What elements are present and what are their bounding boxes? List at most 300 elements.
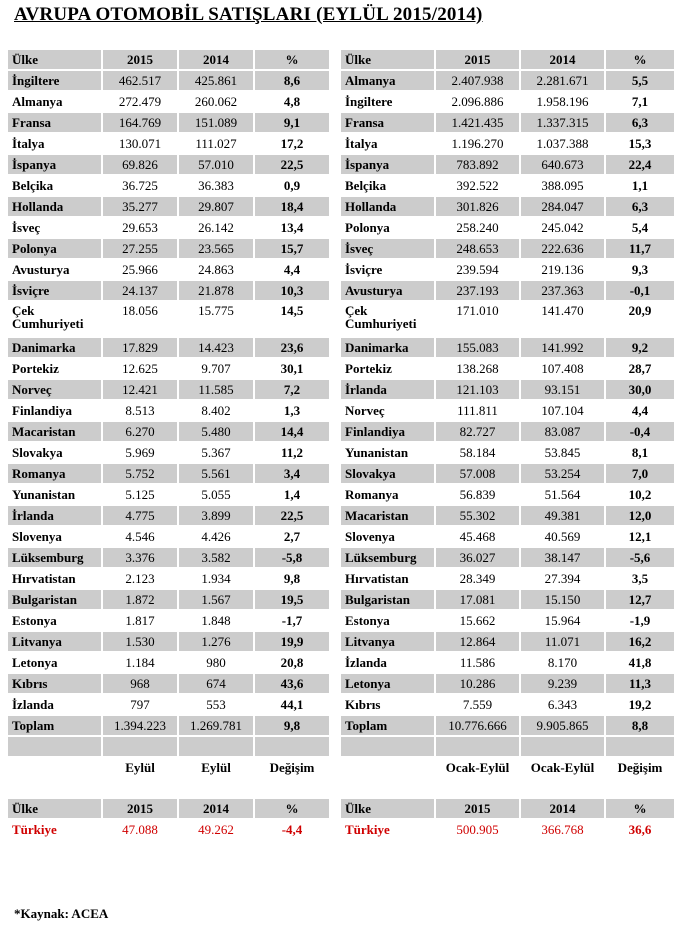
percent-change: 23,6	[254, 337, 330, 358]
header-percent: %	[254, 798, 330, 819]
empty-cell	[7, 757, 102, 798]
column-gap	[330, 547, 340, 568]
column-gap	[330, 196, 340, 217]
sales-table	[6, 48, 676, 841]
sales-2014: 111.027	[178, 133, 254, 154]
sales-2015: 155.083	[435, 337, 520, 358]
sales-2015: 17.829	[102, 337, 178, 358]
sales-2014: 9.905.865	[520, 715, 605, 736]
country-name: Portekiz	[7, 358, 102, 379]
sales-2015: 7.559	[435, 694, 520, 715]
empty-cell	[340, 757, 435, 798]
country-name: İrlanda	[340, 379, 435, 400]
sales-2014: 553	[178, 694, 254, 715]
table-row	[7, 196, 675, 217]
percent-change: -4,4	[254, 819, 330, 840]
country-name: Romanya	[7, 463, 102, 484]
percent-change: 11,3	[605, 673, 675, 694]
sales-2014: 83.087	[520, 421, 605, 442]
sales-2014: 2.281.671	[520, 70, 605, 91]
sales-2014: 107.408	[520, 358, 605, 379]
sales-2015: 392.522	[435, 175, 520, 196]
column-gap	[330, 91, 340, 112]
column-gap	[330, 421, 340, 442]
sales-2014: 674	[178, 673, 254, 694]
country-name: İsviçre	[7, 280, 102, 301]
turkey-header-row	[7, 798, 675, 819]
table-header-row	[7, 49, 675, 70]
sales-2014: 51.564	[520, 484, 605, 505]
percent-change: 8,8	[605, 715, 675, 736]
column-gap	[330, 631, 340, 652]
sales-2014: 8.402	[178, 400, 254, 421]
country-name: İsveç	[7, 217, 102, 238]
country-name: Çek Cumhuriyeti	[340, 301, 435, 337]
sales-2014: 141.992	[520, 337, 605, 358]
sales-2014: 107.104	[520, 400, 605, 421]
sales-2015: 138.268	[435, 358, 520, 379]
country-name: Toplam	[340, 715, 435, 736]
table-row	[7, 547, 675, 568]
sales-2014: 6.343	[520, 694, 605, 715]
sales-2015: 164.769	[102, 112, 178, 133]
percent-change: 17,2	[254, 133, 330, 154]
sales-2015: 1.184	[102, 652, 178, 673]
sales-2015: 27.255	[102, 238, 178, 259]
country-name: Lüksemburg	[7, 547, 102, 568]
column-gap	[330, 358, 340, 379]
country-name: Belçika	[7, 175, 102, 196]
table-row	[7, 484, 675, 505]
percent-change: 7,1	[605, 91, 675, 112]
percent-change: 7,2	[254, 379, 330, 400]
country-name: Almanya	[340, 70, 435, 91]
sales-2014: 3.582	[178, 547, 254, 568]
sales-2015: 1.872	[102, 589, 178, 610]
sales-2015: 18.056	[102, 301, 178, 337]
country-name: Belçika	[340, 175, 435, 196]
country-name: Slovakya	[7, 442, 102, 463]
country-name: Romanya	[340, 484, 435, 505]
percent-change: 16,2	[605, 631, 675, 652]
sales-2014: 38.147	[520, 547, 605, 568]
country-name: Fransa	[7, 112, 102, 133]
percent-change: 8,6	[254, 70, 330, 91]
country-name: Danimarka	[7, 337, 102, 358]
sales-2015: 2.407.938	[435, 70, 520, 91]
table-row	[7, 652, 675, 673]
percent-change: 8,1	[605, 442, 675, 463]
country-name: Slovenya	[7, 526, 102, 547]
turkey-row	[7, 819, 675, 840]
header-2015: 2015	[435, 798, 520, 819]
country-name: Hırvatistan	[7, 568, 102, 589]
country-name: İzlanda	[7, 694, 102, 715]
country-name: Norveç	[340, 400, 435, 421]
percent-change: 15,7	[254, 238, 330, 259]
percent-change: 1,3	[254, 400, 330, 421]
sales-2014: 53.254	[520, 463, 605, 484]
source-note: *Kaynak: ACEA	[14, 906, 109, 921]
country-name: Avusturya	[7, 259, 102, 280]
percent-change: 13,4	[254, 217, 330, 238]
sales-2014: 4.426	[178, 526, 254, 547]
sales-2015: 5.752	[102, 463, 178, 484]
percent-change: 7,0	[605, 463, 675, 484]
percent-change: 1,1	[605, 175, 675, 196]
country-name: Türkiye	[340, 819, 435, 840]
country-name: Litvanya	[340, 631, 435, 652]
percent-change: 9,1	[254, 112, 330, 133]
sales-2014: 11.585	[178, 379, 254, 400]
percent-change: 12,0	[605, 505, 675, 526]
column-gap	[330, 301, 340, 337]
sales-2015: 462.517	[102, 70, 178, 91]
country-name: İzlanda	[340, 652, 435, 673]
empty-cell	[520, 736, 605, 757]
country-name: İtalya	[340, 133, 435, 154]
table-row	[7, 610, 675, 631]
sales-2014: 1.848	[178, 610, 254, 631]
country-name: Slovakya	[340, 463, 435, 484]
percent-change: 9,2	[605, 337, 675, 358]
percent-change: -0,4	[605, 421, 675, 442]
table-row	[7, 91, 675, 112]
column-gap	[330, 526, 340, 547]
country-name: İtalya	[7, 133, 102, 154]
percent-change: 30,1	[254, 358, 330, 379]
sales-2015: 24.137	[102, 280, 178, 301]
sales-2015: 69.826	[102, 154, 178, 175]
sales-2014: 1.337.315	[520, 112, 605, 133]
column-gap	[330, 694, 340, 715]
sales-2014: 3.899	[178, 505, 254, 526]
country-name: Estonya	[7, 610, 102, 631]
sales-2015: 36.027	[435, 547, 520, 568]
sales-2015: 57.008	[435, 463, 520, 484]
percent-change: 10,3	[254, 280, 330, 301]
period-2014: Ocak-Eylül	[520, 757, 605, 798]
column-gap	[330, 484, 340, 505]
sales-2014: 24.863	[178, 259, 254, 280]
percent-change: 41,8	[605, 652, 675, 673]
column-gap	[330, 337, 340, 358]
sales-2015: 82.727	[435, 421, 520, 442]
sales-2014: 93.151	[520, 379, 605, 400]
country-name: Portekiz	[340, 358, 435, 379]
sales-2014: 21.878	[178, 280, 254, 301]
table-row	[7, 379, 675, 400]
column-gap	[330, 379, 340, 400]
percent-change: 14,4	[254, 421, 330, 442]
table-row	[7, 112, 675, 133]
country-name: Kıbrıs	[7, 673, 102, 694]
percent-change: 30,0	[605, 379, 675, 400]
column-gap	[330, 715, 340, 736]
column-gap	[330, 589, 340, 610]
header-2015: 2015	[102, 798, 178, 819]
sales-2015: 1.421.435	[435, 112, 520, 133]
percent-change: 19,9	[254, 631, 330, 652]
empty-cell	[102, 736, 178, 757]
percent-change: 11,7	[605, 238, 675, 259]
sales-2014: 9.239	[520, 673, 605, 694]
sales-2014: 26.142	[178, 217, 254, 238]
sales-2014: 245.042	[520, 217, 605, 238]
table-row	[7, 505, 675, 526]
period-2014: Eylül	[178, 757, 254, 798]
sales-2015: 301.826	[435, 196, 520, 217]
table-row	[7, 70, 675, 91]
table-row	[7, 337, 675, 358]
sales-2014: 15.964	[520, 610, 605, 631]
percent-change: 4,4	[605, 400, 675, 421]
country-name: Estonya	[340, 610, 435, 631]
table-row	[7, 358, 675, 379]
country-name: Türkiye	[7, 819, 102, 840]
sales-2014: 1.958.196	[520, 91, 605, 112]
sales-2014: 49.262	[178, 819, 254, 840]
header-country: Ülke	[340, 798, 435, 819]
sales-2014: 49.381	[520, 505, 605, 526]
percent-change: 5,4	[605, 217, 675, 238]
sales-2014: 640.673	[520, 154, 605, 175]
percent-change: 22,5	[254, 154, 330, 175]
period-2015: Ocak-Eylül	[435, 757, 520, 798]
sales-2015: 12.625	[102, 358, 178, 379]
country-name: Bulgaristan	[340, 589, 435, 610]
header-percent: %	[605, 49, 675, 70]
header-percent: %	[605, 798, 675, 819]
sales-2015: 1.530	[102, 631, 178, 652]
column-gap	[330, 673, 340, 694]
percent-change: -1,7	[254, 610, 330, 631]
percent-change: 6,3	[605, 112, 675, 133]
sales-2015: 237.193	[435, 280, 520, 301]
table-row	[7, 280, 675, 301]
sales-2015: 5.969	[102, 442, 178, 463]
sales-2014: 284.047	[520, 196, 605, 217]
column-gap	[330, 736, 340, 757]
percent-change: -5,6	[605, 547, 675, 568]
header-2014: 2014	[520, 49, 605, 70]
sales-2015: 25.966	[102, 259, 178, 280]
percent-change: -0,1	[605, 280, 675, 301]
sales-2014: 15.150	[520, 589, 605, 610]
sales-2015: 968	[102, 673, 178, 694]
sales-2015: 10.776.666	[435, 715, 520, 736]
country-name: Yunanistan	[340, 442, 435, 463]
column-gap	[330, 154, 340, 175]
column-gap	[330, 400, 340, 421]
country-name: İngiltere	[7, 70, 102, 91]
sales-2015: 47.088	[102, 819, 178, 840]
header-2014: 2014	[178, 798, 254, 819]
sales-2015: 10.286	[435, 673, 520, 694]
column-gap	[330, 70, 340, 91]
percent-change: 9,8	[254, 568, 330, 589]
sales-2014: 1.567	[178, 589, 254, 610]
country-name: İsveç	[340, 238, 435, 259]
sales-2015: 797	[102, 694, 178, 715]
sales-2015: 4.775	[102, 505, 178, 526]
empty-cell	[254, 736, 330, 757]
sales-2014: 260.062	[178, 91, 254, 112]
column-gap	[330, 819, 340, 840]
table-row	[7, 301, 675, 337]
country-name: Toplam	[7, 715, 102, 736]
table-row	[7, 526, 675, 547]
header-percent: %	[254, 49, 330, 70]
sales-2015: 272.479	[102, 91, 178, 112]
country-name: Bulgaristan	[7, 589, 102, 610]
sales-2015: 17.081	[435, 589, 520, 610]
column-gap	[330, 175, 340, 196]
country-name: Finlandiya	[7, 400, 102, 421]
country-name: Letonya	[7, 652, 102, 673]
sales-2015: 2.123	[102, 568, 178, 589]
percent-change: 12,7	[605, 589, 675, 610]
sales-2015: 12.421	[102, 379, 178, 400]
sales-2014: 366.768	[520, 819, 605, 840]
percent-change: 44,1	[254, 694, 330, 715]
country-name: Fransa	[340, 112, 435, 133]
table-row	[7, 463, 675, 484]
sales-2015: 28.349	[435, 568, 520, 589]
percent-change: 9,3	[605, 259, 675, 280]
table-row	[7, 631, 675, 652]
sales-2015: 4.546	[102, 526, 178, 547]
column-gap	[330, 652, 340, 673]
sales-2015: 36.725	[102, 175, 178, 196]
country-name: Hollanda	[7, 196, 102, 217]
percent-change: 12,1	[605, 526, 675, 547]
sales-2014: 388.095	[520, 175, 605, 196]
sales-2015: 55.302	[435, 505, 520, 526]
percent-change: 3,4	[254, 463, 330, 484]
country-name: Finlandiya	[340, 421, 435, 442]
country-name: Letonya	[340, 673, 435, 694]
percent-change: 4,4	[254, 259, 330, 280]
country-name: Slovenya	[340, 526, 435, 547]
country-name: Polonya	[340, 217, 435, 238]
empty-cell	[178, 736, 254, 757]
sales-2015: 171.010	[435, 301, 520, 337]
percent-change: 1,4	[254, 484, 330, 505]
column-gap	[330, 217, 340, 238]
sales-2014: 53.845	[520, 442, 605, 463]
percent-change: -5,8	[254, 547, 330, 568]
country-name: İspanya	[340, 154, 435, 175]
sales-2014: 8.170	[520, 652, 605, 673]
sales-2015: 248.653	[435, 238, 520, 259]
column-gap	[330, 442, 340, 463]
percent-change: 36,6	[605, 819, 675, 840]
percent-change: 20,8	[254, 652, 330, 673]
percent-change: 9,8	[254, 715, 330, 736]
empty-cell	[435, 736, 520, 757]
country-name: Litvanya	[7, 631, 102, 652]
percent-change: 14,5	[254, 301, 330, 337]
sales-2014: 11.071	[520, 631, 605, 652]
table-row	[7, 589, 675, 610]
column-gap	[330, 280, 340, 301]
change-label: Değişim	[254, 757, 330, 798]
sales-2015: 2.096.886	[435, 91, 520, 112]
turkey-period-row	[7, 757, 675, 798]
country-name: Danimarka	[340, 337, 435, 358]
sales-2014: 141.470	[520, 301, 605, 337]
column-gap	[330, 505, 340, 526]
country-name: Lüksemburg	[340, 547, 435, 568]
sales-2014: 15.775	[178, 301, 254, 337]
percent-change: 5,5	[605, 70, 675, 91]
table-row	[7, 259, 675, 280]
country-name: İsviçre	[340, 259, 435, 280]
column-gap	[330, 568, 340, 589]
empty-cell	[605, 736, 675, 757]
spacer-row	[7, 736, 675, 757]
country-name: İspanya	[7, 154, 102, 175]
sales-2014: 27.394	[520, 568, 605, 589]
empty-cell	[340, 736, 435, 757]
column-gap	[330, 463, 340, 484]
table-row	[7, 568, 675, 589]
header-2015: 2015	[435, 49, 520, 70]
sales-2014: 9.707	[178, 358, 254, 379]
percent-change: 2,7	[254, 526, 330, 547]
sales-2015: 1.196.270	[435, 133, 520, 154]
percent-change: 22,4	[605, 154, 675, 175]
sales-2015: 58.184	[435, 442, 520, 463]
table-row	[7, 715, 675, 736]
sales-2014: 5.367	[178, 442, 254, 463]
header-country: Ülke	[340, 49, 435, 70]
country-name: İngiltere	[340, 91, 435, 112]
column-gap	[330, 798, 340, 819]
country-name: Yunanistan	[7, 484, 102, 505]
table-row	[7, 673, 675, 694]
sales-2014: 5.055	[178, 484, 254, 505]
sales-2015: 121.103	[435, 379, 520, 400]
country-name: Norveç	[7, 379, 102, 400]
table-row	[7, 442, 675, 463]
column-gap	[330, 238, 340, 259]
sales-2014: 1.037.388	[520, 133, 605, 154]
percent-change: 20,9	[605, 301, 675, 337]
sales-2014: 237.363	[520, 280, 605, 301]
table-row	[7, 154, 675, 175]
header-country: Ülke	[7, 798, 102, 819]
sales-2015: 12.864	[435, 631, 520, 652]
sales-2014: 57.010	[178, 154, 254, 175]
change-label: Değişim	[605, 757, 675, 798]
sales-2014: 40.569	[520, 526, 605, 547]
column-gap	[330, 133, 340, 154]
country-name: Avusturya	[340, 280, 435, 301]
table-row	[7, 421, 675, 442]
percent-change: 15,3	[605, 133, 675, 154]
country-name: Hollanda	[340, 196, 435, 217]
sales-2015: 130.071	[102, 133, 178, 154]
percent-change: 11,2	[254, 442, 330, 463]
sales-2015: 15.662	[435, 610, 520, 631]
sales-2014: 222.636	[520, 238, 605, 259]
sales-2015: 8.513	[102, 400, 178, 421]
sales-2014: 29.807	[178, 196, 254, 217]
percent-change: 22,5	[254, 505, 330, 526]
country-name: Çek Cumhuriyeti	[7, 301, 102, 337]
